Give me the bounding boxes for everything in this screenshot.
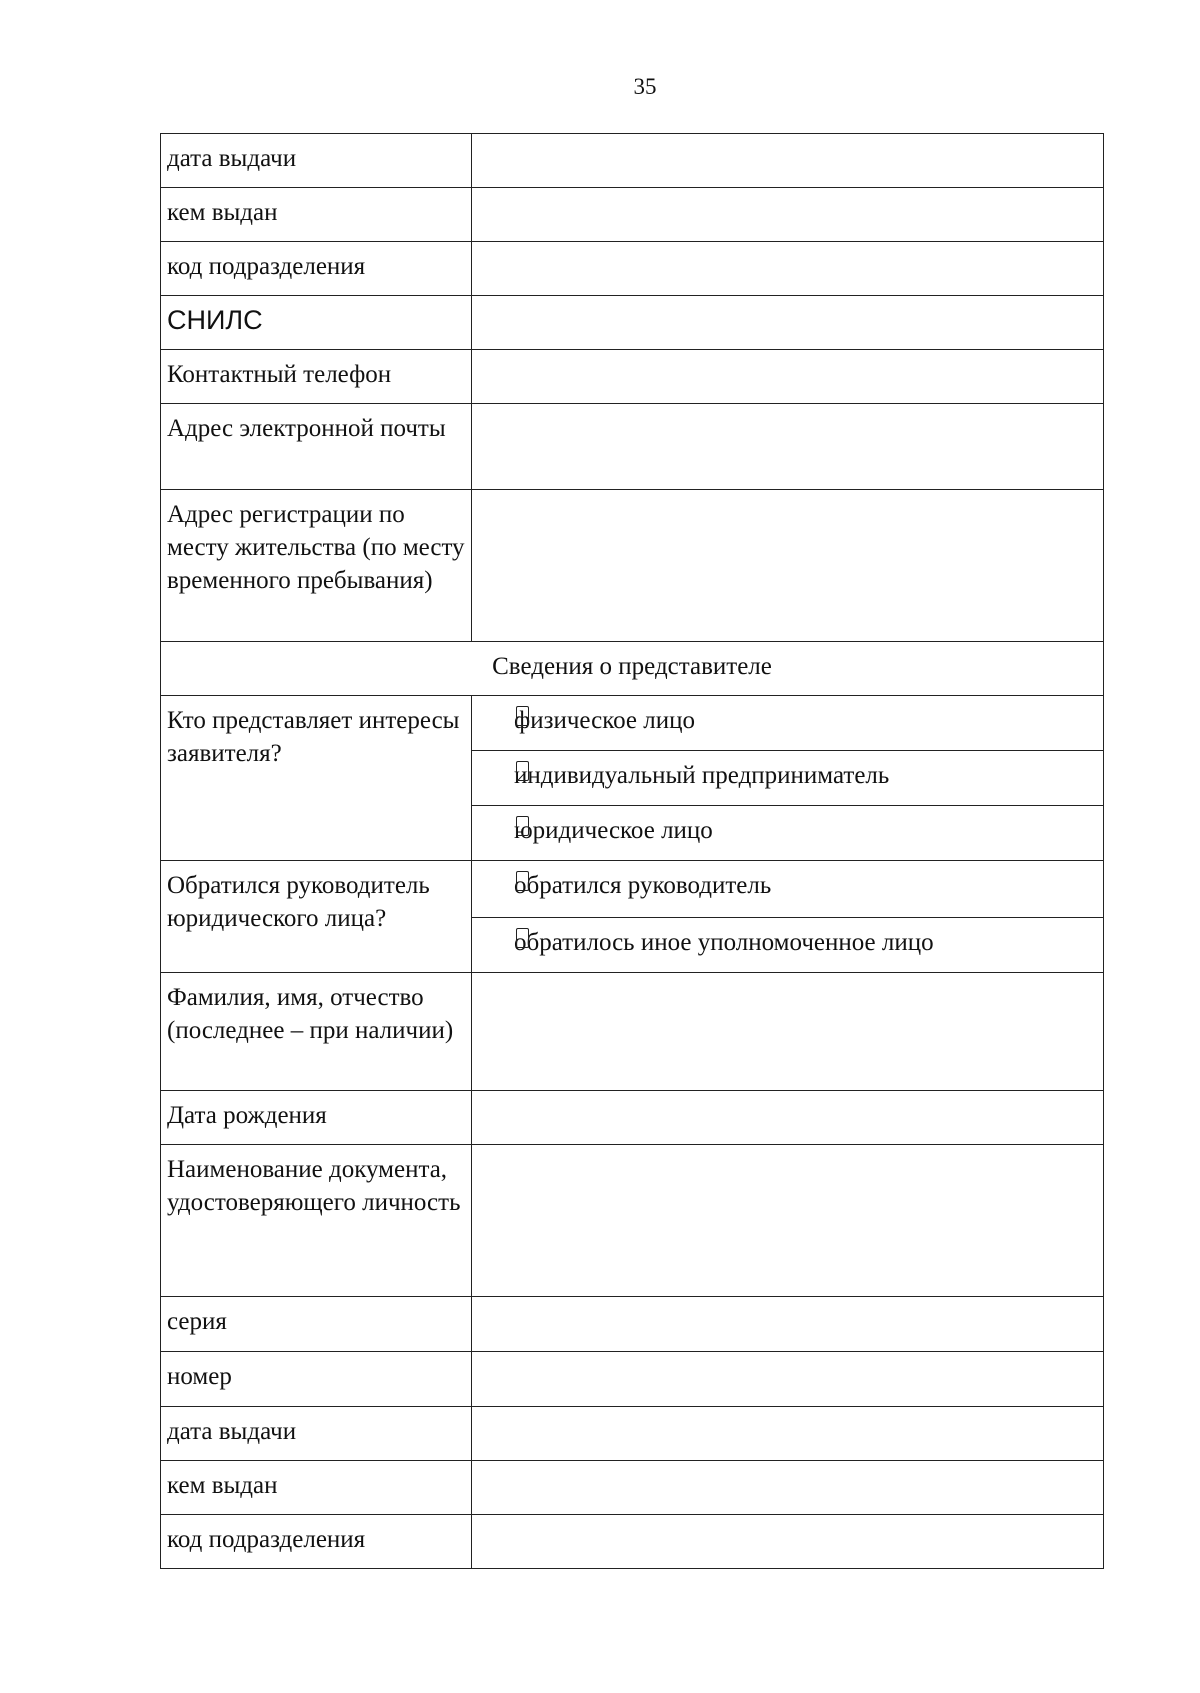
form-row xyxy=(161,861,1104,918)
option-entrepreneur[interactable] xyxy=(472,751,1104,806)
form-row xyxy=(161,1145,1104,1297)
form-row xyxy=(161,1352,1104,1407)
option-head-applied[interactable] xyxy=(472,861,1104,918)
representative-question: Кто представляет интересы заявителя? xyxy=(161,696,472,861)
field-label-issued-by: кем выдан xyxy=(161,1461,472,1515)
field-value-series[interactable] xyxy=(472,1297,1104,1352)
option-other-authorized[interactable] xyxy=(472,918,1104,973)
checkbox-icon[interactable] xyxy=(516,816,529,836)
option-individual[interactable] xyxy=(472,696,1104,751)
form-row xyxy=(161,696,1104,751)
field-label-division-code: код подразделения xyxy=(161,242,472,296)
form-row xyxy=(161,350,1104,404)
field-value-snils[interactable] xyxy=(472,296,1104,350)
form-row xyxy=(161,973,1104,1091)
field-value-email[interactable] xyxy=(472,404,1104,490)
field-label-birth-date: Дата рождения xyxy=(161,1091,472,1145)
field-label-id-document: Наименование документа, удостоверяющего личность xyxy=(161,1145,472,1297)
field-label-issued-by: кем выдан xyxy=(161,188,472,242)
checkbox-icon[interactable] xyxy=(516,761,529,781)
form-row xyxy=(161,188,1104,242)
form-row xyxy=(161,1515,1104,1569)
page-number: 35 xyxy=(633,74,657,99)
field-value-birth-date[interactable] xyxy=(472,1091,1104,1145)
field-value-issued-by[interactable] xyxy=(472,1461,1104,1515)
option-label: юридическое лицо xyxy=(514,817,713,844)
field-label-contact-phone: Контактный телефон xyxy=(161,350,472,404)
field-value-issue-date[interactable] xyxy=(472,1407,1104,1461)
field-value-number[interactable] xyxy=(472,1352,1104,1407)
form-row xyxy=(161,296,1104,350)
field-value-issued-by[interactable] xyxy=(472,188,1104,242)
option-label: физическое лицо xyxy=(514,707,695,734)
field-value-division-code[interactable] xyxy=(472,1515,1104,1569)
field-label-full-name: Фамилия, имя, отчество (последнее – при наличии) xyxy=(161,973,472,1091)
option-label: обратилось иное уполномоченное лицо xyxy=(514,929,934,956)
checkbox-icon[interactable] xyxy=(516,928,529,948)
field-label-series: серия xyxy=(161,1297,472,1352)
form-row xyxy=(161,404,1104,490)
checkbox-icon[interactable] xyxy=(516,706,529,726)
form-row xyxy=(161,1091,1104,1145)
section-row xyxy=(161,642,1104,696)
field-label-issue-date: дата выдачи xyxy=(161,1407,472,1461)
field-value-division-code[interactable] xyxy=(472,242,1104,296)
form-row xyxy=(161,1461,1104,1515)
form-row xyxy=(161,134,1104,188)
section-title: Сведения о представителе xyxy=(161,642,1104,696)
option-label: индивидуальный предприниматель xyxy=(514,762,890,789)
form-row xyxy=(161,1407,1104,1461)
option-label: обратился руководитель xyxy=(514,872,772,899)
field-value-contact-phone[interactable] xyxy=(472,350,1104,404)
field-value-issue-date[interactable] xyxy=(472,134,1104,188)
field-label-snils: СНИЛС xyxy=(161,296,472,350)
field-label-email: Адрес электронной почты xyxy=(161,404,472,490)
application-form-table xyxy=(160,133,1104,1569)
field-value-id-document[interactable] xyxy=(472,1145,1104,1297)
field-label-issue-date: дата выдачи xyxy=(161,134,472,188)
form-row xyxy=(161,490,1104,642)
field-value-registration-address[interactable] xyxy=(472,490,1104,642)
checkbox-icon[interactable] xyxy=(516,871,529,891)
field-label-division-code: код подразделения xyxy=(161,1515,472,1569)
form-row xyxy=(161,1297,1104,1352)
field-label-registration-address: Адрес регистрации по месту жительства (по месту временного пребывания) xyxy=(161,490,472,642)
option-legal-entity[interactable] xyxy=(472,806,1104,861)
head-question: Обратился руководитель юридического лица? xyxy=(161,861,472,973)
form-row xyxy=(161,242,1104,296)
field-label-number: номер xyxy=(161,1352,472,1407)
field-value-full-name[interactable] xyxy=(472,973,1104,1091)
